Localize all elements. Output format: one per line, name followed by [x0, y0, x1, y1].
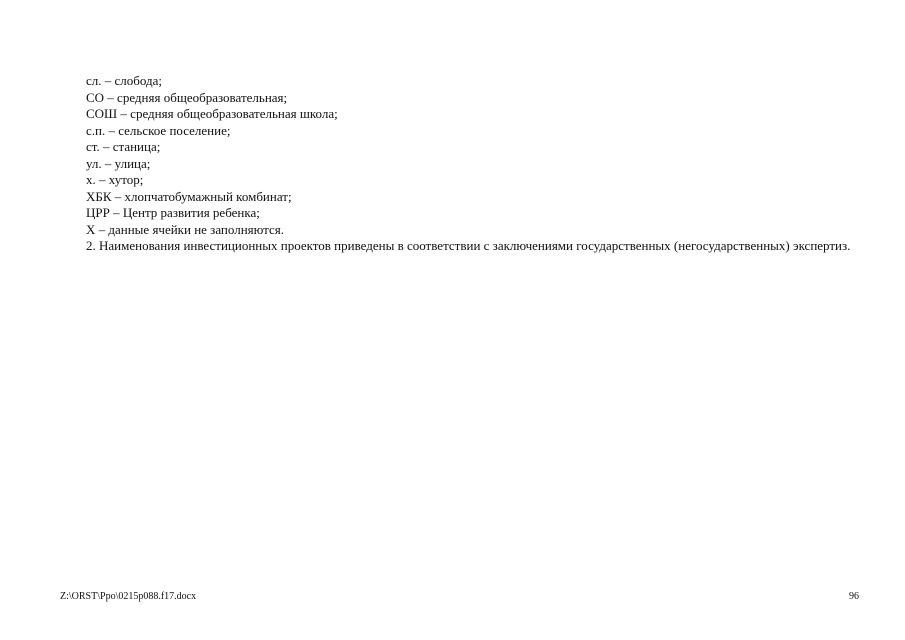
page-footer	[60, 590, 859, 604]
abbreviation-line: с.п. – сельское поселение;	[86, 122, 231, 138]
abbreviation-line: сл. – слобода;	[86, 73, 163, 88]
abbreviation-line: ХБК – хлопчатобумажный комбинат;	[86, 188, 292, 204]
abbreviation-line: х. – хутор;	[86, 172, 144, 187]
abbreviation-line: ЦРР – Центр развития ребенка;	[86, 205, 260, 220]
abbreviation-line: СОШ – средняя общеобразовательная школа;	[86, 106, 338, 121]
abbreviation-line: СО – средняя общеобразовательная;	[86, 89, 288, 105]
note-paragraph: 2. Наименования инвестиционных проектов приведены в соответствии с заключениями государственных (негосударственных) экспертиз.	[86, 238, 851, 253]
abbreviation-line: Х – данные ячейки не заполняются.	[86, 221, 285, 237]
page-number: 96	[849, 591, 859, 602]
notes-block	[60, 73, 859, 255]
abbreviation-line: ст. – станица;	[86, 139, 161, 154]
file-path: Z:\ORST\Ppo\0215p088.f17.docx	[60, 591, 197, 602]
abbreviation-line: ул. – улица;	[86, 155, 151, 171]
